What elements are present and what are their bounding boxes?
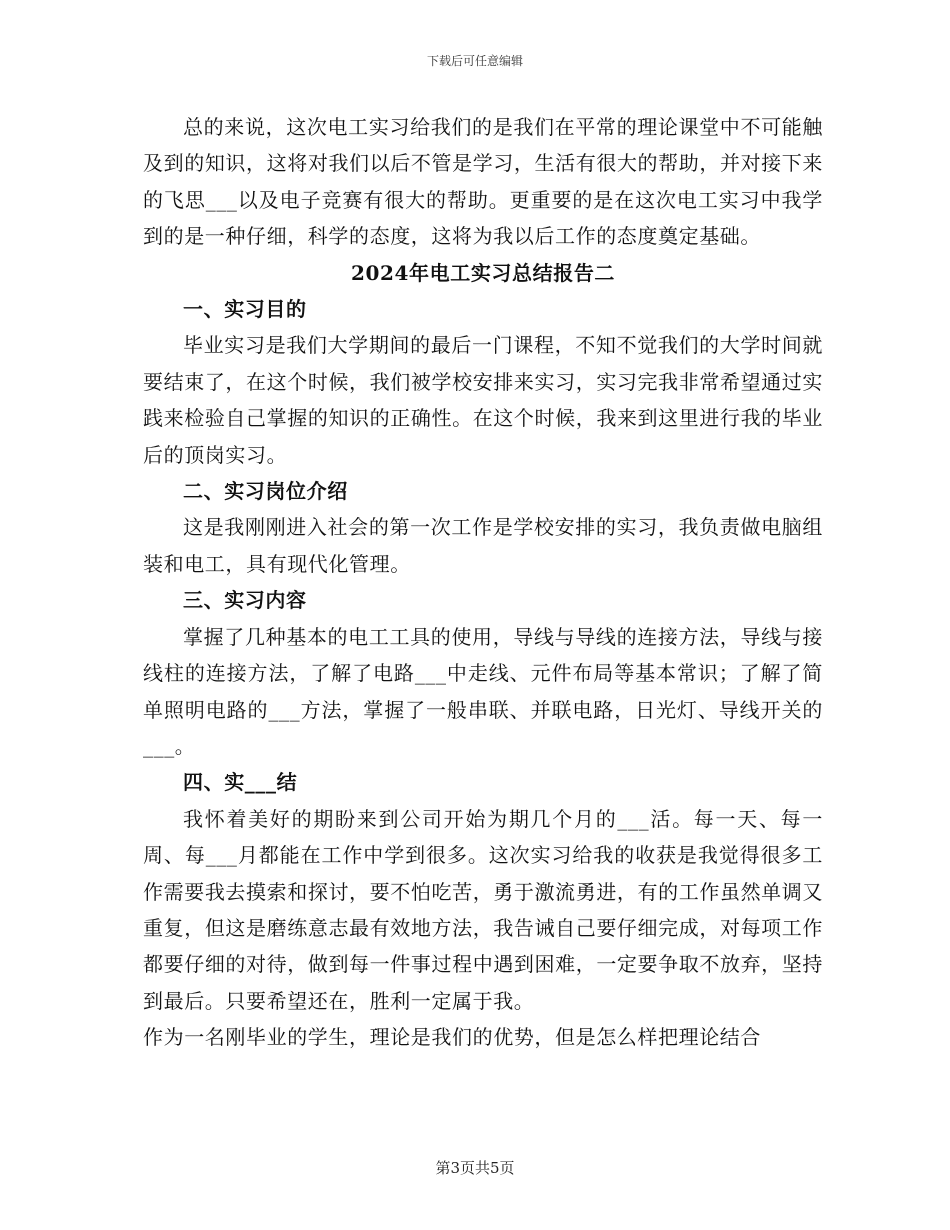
- page-footer: 第3页共5页: [435, 1159, 515, 1177]
- document-body: [143, 109, 823, 1056]
- paragraph-continuation: 作为一名刚毕业的学生，理论是我们的优势，但是怎么样把理论结合: [143, 1025, 761, 1050]
- section-heading-purpose: 一、实习目的: [183, 297, 307, 322]
- section-heading-content: 三、实习内容: [183, 588, 307, 613]
- paragraph-summary: 总的来说，这次电工实习给我们的是我们在平常的理论课堂中不可能触及到的知识，这将对我们以后不管是学习，生活有很大的帮助，并对接下来的飞思___以及电子竞赛有很大的帮助。更重要的是在这次电工实习中我学到的是一种仔细，科学的态度，这将为我以后工作的态度奠定基础。: [143, 115, 823, 249]
- section-heading-summary: 四、实___结: [183, 770, 298, 795]
- section-heading-position: 二、实习岗位介绍: [183, 479, 348, 504]
- page-header: 下载后可任意编辑: [426, 54, 523, 68]
- report-title: 2024年电工实习总结报告二: [350, 260, 616, 285]
- paragraph-experience: 我怀着美好的期盼来到公司开始为期几个月的___活。每一天、每一周、每___月都能在工作中学到很多。这次实习给我的收获是我觉得很多工作需要我去摸索和探讨，要不怕吃苦，勇于激流勇进，有的工作虽然单调又重复，但这是磨练意志最有效地方法，我告诫自己要仔细完成，对每项工作都要仔细的对待，做到每一件事过程中遇到困难，一定要争取不放弃，坚持到最后。只要希望还在，胜利一定属于我。: [143, 806, 823, 1013]
- paragraph-position-text: 这是我刚刚进入社会的第一次工作是学校安排的实习，我负责做电脑组装和电工，具有现代化管理。: [143, 515, 823, 576]
- paragraph-purpose: 毕业实习是我们大学期间的最后一门课程，不知不觉我们的大学时间就要结束了，在这个时候，我们被学校安排来实习，实习完我非常希望通过实践来检验自己掌握的知识的正确性。在这个时候，我来到这里进行我的毕业后的顶岗实习。: [143, 333, 823, 467]
- paragraph-content: 掌握了几种基本的电工工具的使用，导线与导线的连接方法，导线与接线柱的连接方法，了解了电路___中走线、元件布局等基本常识；了解了简单照明电路的___方法，掌握了一般串联、并联电路，日光灯、导线开关的___。: [143, 624, 823, 758]
